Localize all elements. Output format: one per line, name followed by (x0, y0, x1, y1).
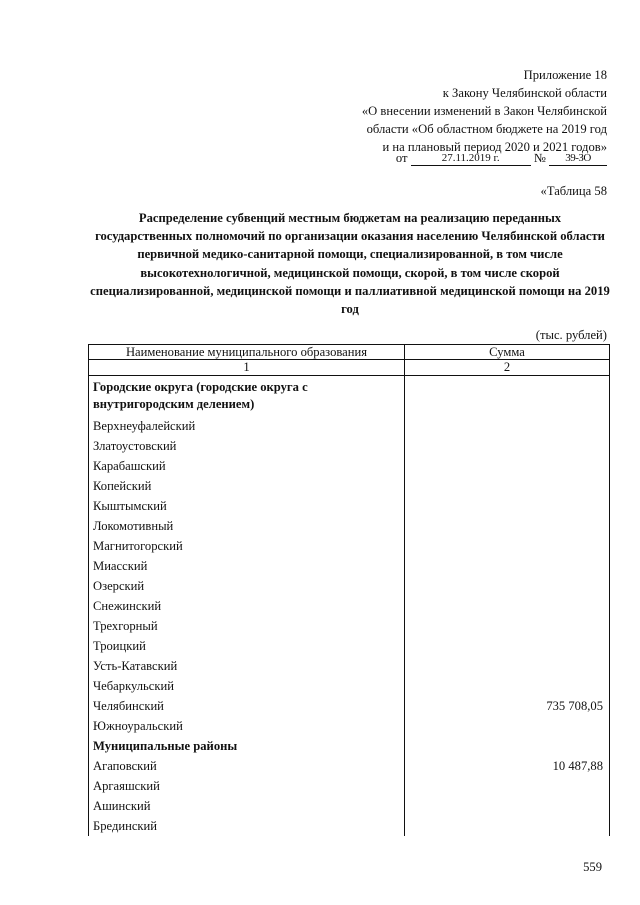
column-number-row (88, 360, 610, 376)
municipality-name: Копейский (88, 476, 405, 496)
municipality-name: Агаповский (88, 756, 405, 776)
table-row (88, 796, 610, 816)
amount-value: 10 487,88 (405, 756, 610, 776)
amount-value (405, 496, 610, 516)
document-header (307, 66, 607, 156)
table-row (88, 636, 610, 656)
municipality-name: Магнитогорский (88, 536, 405, 556)
page-number: 559 (583, 860, 602, 874)
amount-value (405, 536, 610, 556)
municipality-name: Аргаяшский (88, 776, 405, 796)
table-row (88, 676, 610, 696)
column-number: 1 (88, 360, 405, 376)
table-header-row (88, 344, 610, 360)
amount-value (405, 736, 610, 756)
table-row (88, 696, 610, 716)
table-row (88, 436, 610, 456)
municipality-name: Челябинский (88, 696, 405, 716)
header-line: области «Об областном бюджете на 2019 год (366, 122, 607, 136)
amount-value (405, 616, 610, 636)
header-line: «О внесении изменений в Закон Челябинской (361, 104, 607, 118)
table-row (88, 596, 610, 616)
amount-value (405, 716, 610, 736)
municipality-name: Троицкий (88, 636, 405, 656)
column-number: 2 (405, 360, 610, 376)
number-sign: № (533, 151, 546, 165)
amount-value (405, 676, 610, 696)
amount-value (405, 556, 610, 576)
law-date-number (396, 150, 607, 166)
municipality-name: Муниципальные районы (88, 736, 405, 756)
table-section-row (88, 376, 610, 416)
municipality-name: Городские округа (городские округа с внутригородским делением) (88, 376, 405, 416)
date-prefix: от (395, 151, 408, 165)
municipality-name: Снежинский (88, 596, 405, 616)
table-row (88, 576, 610, 596)
amount-value: 735 708,05 (405, 696, 610, 716)
municipality-name: Брединский (88, 816, 405, 836)
amount-value (405, 636, 610, 656)
number-value: 39-ЗО (549, 151, 607, 166)
municipality-name: Златоустовский (88, 436, 405, 456)
table-row (88, 756, 610, 776)
subsidy-table (88, 344, 610, 836)
column-header-name: Наименование муниципального образования (88, 344, 405, 360)
amount-value (405, 576, 610, 596)
municipality-name: Верхнеуфалейский (88, 416, 405, 436)
amount-value (405, 816, 610, 836)
amount-value (405, 656, 610, 676)
table-row (88, 416, 610, 436)
amount-value (405, 376, 610, 416)
table-row (88, 476, 610, 496)
header-line: к Закону Челябинской области (442, 86, 607, 100)
municipality-name: Кыштымский (88, 496, 405, 516)
table-row (88, 496, 610, 516)
municipality-name: Трехгорный (88, 616, 405, 636)
municipality-name: Южноуральский (88, 716, 405, 736)
amount-value (405, 416, 610, 436)
header-line: Приложение 18 (523, 68, 607, 82)
amount-value (405, 776, 610, 796)
amount-value (405, 476, 610, 496)
amount-value (405, 596, 610, 616)
table-row (88, 616, 610, 636)
table-row (88, 776, 610, 796)
units-label: (тыс. рублей) (535, 328, 607, 342)
table-row (88, 516, 610, 536)
municipality-name: Миасский (88, 556, 405, 576)
amount-value (405, 436, 610, 456)
table-row (88, 716, 610, 736)
table-row (88, 536, 610, 556)
amount-value (405, 796, 610, 816)
document-title: Распределение субвенций местным бюджетам на реализацию переданных государственных полномочий по организации оказания населению Челябинской области первичной медико-санитарной помощи, специализированной, в том числе высокотехнологичной, медицинской помощи, скорой, в том числе скорой специализированной, медицинской помощи и паллиативной медицинской помощи на 2019 год (90, 211, 610, 317)
table-body (88, 376, 610, 836)
column-header-sum: Сумма (405, 344, 610, 360)
date-value: 27.11.2019 г. (411, 151, 531, 166)
municipality-name: Карабашский (88, 456, 405, 476)
table-row (88, 456, 610, 476)
municipality-name: Локомотивный (88, 516, 405, 536)
amount-value (405, 516, 610, 536)
header-line: и на плановый период 2020 и 2021 годов» (382, 140, 607, 154)
municipality-name: Озерский (88, 576, 405, 596)
municipality-name: Ашинский (88, 796, 405, 816)
table-row (88, 656, 610, 676)
table-row (88, 556, 610, 576)
table-section-row (88, 736, 610, 756)
municipality-name: Усть-Катавский (88, 656, 405, 676)
amount-value (405, 456, 610, 476)
municipality-name: Чебаркульский (88, 676, 405, 696)
table-number: «Таблица 58 (540, 184, 607, 198)
table-row (88, 816, 610, 836)
